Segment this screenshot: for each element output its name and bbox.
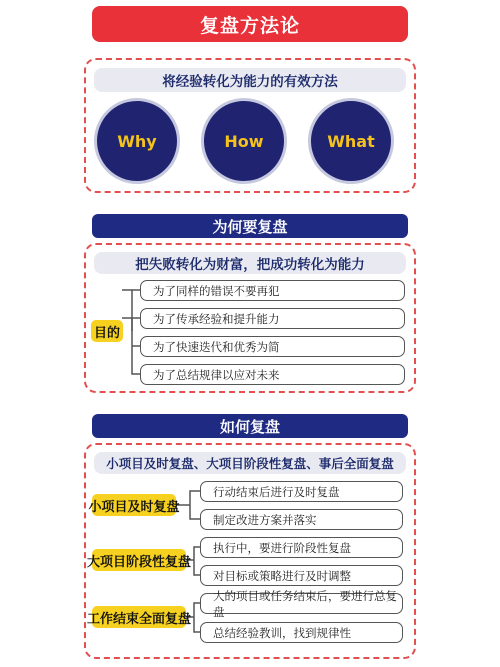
purpose-tag: 目的 bbox=[91, 320, 123, 342]
big-project-review-tag: 大项目阶段性复盘 bbox=[92, 549, 186, 571]
how-circle: How bbox=[201, 98, 287, 184]
what-circle: What bbox=[308, 98, 394, 184]
why-item: 为了同样的错误不要再犯 bbox=[140, 280, 405, 301]
why-circle: Why bbox=[94, 98, 180, 184]
why-item: 为了快速迭代和优秀为简 bbox=[140, 336, 405, 357]
why-subtitle: 把失败转化为财富，把成功转化为能力 bbox=[94, 252, 406, 274]
why-section-header: 为何要复盘 bbox=[92, 214, 408, 238]
why-item: 为了传承经验和提升能力 bbox=[140, 308, 405, 329]
how-section-header: 如何复盘 bbox=[92, 414, 408, 438]
how-item: 对目标或策略进行及时调整 bbox=[200, 565, 403, 586]
why-item: 为了总结规律以应对未来 bbox=[140, 364, 405, 385]
how-item: 行动结束后进行及时复盘 bbox=[200, 481, 403, 502]
how-item: 大的项目或任务结束后，要进行总复盘 bbox=[200, 593, 403, 614]
how-subtitle: 小项目及时复盘、大项目阶段性复盘、事后全面复盘 bbox=[94, 452, 406, 474]
page-title: 复盘方法论 bbox=[92, 6, 408, 42]
small-project-review-tag: 小项目及时复盘 bbox=[92, 494, 176, 516]
full-review-tag: 工作结束全面复盘 bbox=[92, 606, 186, 628]
intro-subtitle: 将经验转化为能力的有效方法 bbox=[94, 68, 406, 92]
how-item: 总结经验教训，找到规律性 bbox=[200, 622, 403, 643]
how-item: 执行中，要进行阶段性复盘 bbox=[200, 537, 403, 558]
how-item: 制定改进方案并落实 bbox=[200, 509, 403, 530]
